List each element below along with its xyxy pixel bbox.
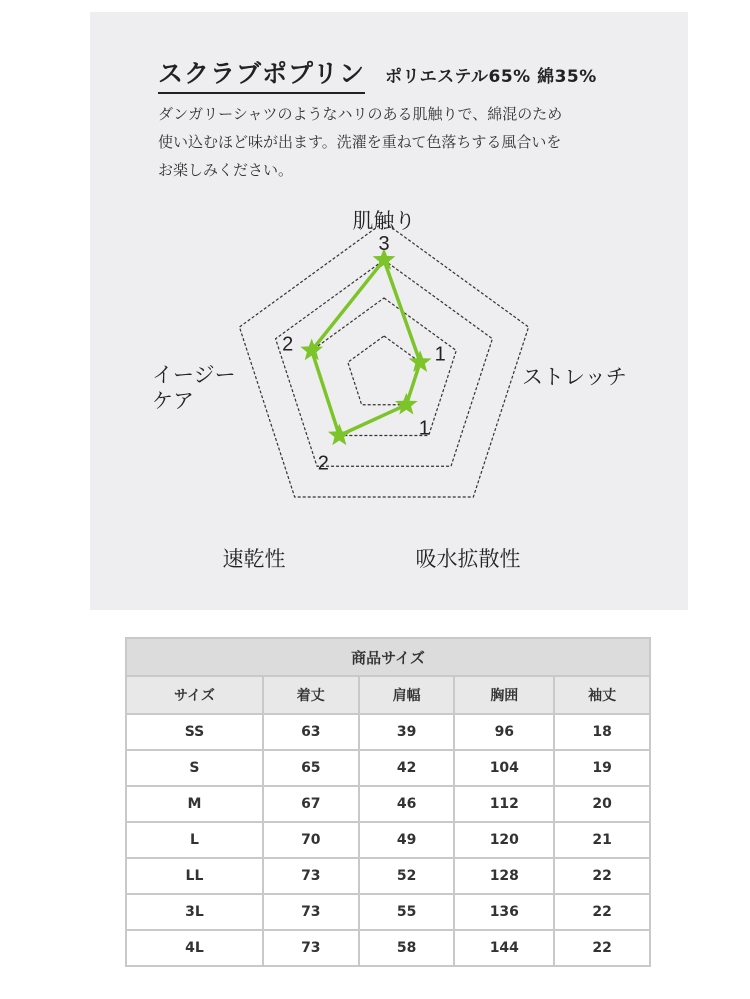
radar-axis-label <box>522 365 627 389</box>
table-cell: 73 <box>263 858 359 894</box>
table-cell: 18 <box>554 714 650 750</box>
table-cell: 65 <box>263 750 359 786</box>
table-row <box>126 786 650 822</box>
table-row <box>126 822 650 858</box>
size-table-header-cell: 胸囲 <box>454 676 554 714</box>
table-cell: M <box>126 786 263 822</box>
table-cell: S <box>126 750 263 786</box>
radar-axis-label <box>353 209 416 233</box>
size-table-header-cell: 袖丈 <box>554 676 650 714</box>
radar-axis-label-line: 速乾性 <box>222 547 286 571</box>
table-cell: SS <box>126 714 263 750</box>
table-cell: 58 <box>359 930 455 966</box>
description-line: お楽しみください。 <box>158 161 294 179</box>
table-row <box>126 750 650 786</box>
star-icon <box>409 350 432 372</box>
table-cell: L <box>126 822 263 858</box>
star-icon <box>328 424 351 446</box>
table-cell: 4L <box>126 930 263 966</box>
table-cell: 39 <box>359 714 455 750</box>
table-cell: 104 <box>454 750 554 786</box>
star-icon <box>395 393 418 415</box>
radar-axis-label <box>152 363 236 413</box>
table-cell: 52 <box>359 858 455 894</box>
table-cell: 136 <box>454 894 554 930</box>
table-cell: 22 <box>554 894 650 930</box>
table-row <box>126 714 650 750</box>
size-table-caption: 商品サイズ <box>126 638 650 676</box>
radar-value-label: 1 <box>434 343 446 366</box>
radar-axis-label-line: ストレッチ <box>522 365 627 389</box>
table-cell: 20 <box>554 786 650 822</box>
radar-value-label: 1 <box>418 417 430 440</box>
table-cell: 42 <box>359 750 455 786</box>
fabric-composition: ポリエステル65% 綿35% <box>385 67 597 87</box>
size-table-body <box>126 714 650 966</box>
fabric-description <box>158 100 638 184</box>
table-cell: 120 <box>454 822 554 858</box>
table-cell: 128 <box>454 858 554 894</box>
table-cell: 22 <box>554 858 650 894</box>
table-cell: 112 <box>454 786 554 822</box>
table-cell: 21 <box>554 822 650 858</box>
table-cell: 144 <box>454 930 554 966</box>
table-cell: 22 <box>554 930 650 966</box>
table-cell: 46 <box>359 786 455 822</box>
fabric-title-row <box>158 54 597 94</box>
table-cell: 49 <box>359 822 455 858</box>
table-cell: 63 <box>263 714 359 750</box>
table-cell: 55 <box>359 894 455 930</box>
radar-chart <box>90 190 688 590</box>
description-line: ダンガリーシャツのようなハリのある肌触りで、綿混のため <box>158 105 563 123</box>
table-row <box>126 894 650 930</box>
size-table-header-cell: 肩幅 <box>359 676 455 714</box>
description-line: 使い込むほど味が出ます。洗濯を重ねて色落ちする風合いを <box>158 133 562 151</box>
radar-value-label: 2 <box>317 452 329 475</box>
size-table <box>125 637 651 967</box>
radar-axis-label-line: 吸水拡散性 <box>415 547 521 571</box>
fabric-name: スクラブポプリン <box>158 54 365 94</box>
size-table-header-row <box>126 676 650 714</box>
table-row <box>126 858 650 894</box>
radar-grid-level <box>276 260 493 466</box>
table-cell: 70 <box>263 822 359 858</box>
table-cell: 3L <box>126 894 263 930</box>
table-cell: 73 <box>263 930 359 966</box>
table-cell: 19 <box>554 750 650 786</box>
size-table-header-cell: 着丈 <box>263 676 359 714</box>
size-table-header-cell: サイズ <box>126 676 263 714</box>
radar-axis-label <box>223 547 286 571</box>
table-cell: 73 <box>263 894 359 930</box>
table-row <box>126 930 650 966</box>
table-cell: LL <box>126 858 263 894</box>
radar-value-label: 3 <box>378 233 390 255</box>
table-cell: 67 <box>263 786 359 822</box>
table-cell: 96 <box>454 714 554 750</box>
radar-axis-label-line: イージー <box>152 363 236 387</box>
radar-axis-label-line: ケア <box>152 389 194 413</box>
radar-axis-label-line: 肌触り <box>352 209 416 233</box>
radar-axis-label <box>416 547 521 571</box>
radar-value-label: 2 <box>282 333 294 356</box>
